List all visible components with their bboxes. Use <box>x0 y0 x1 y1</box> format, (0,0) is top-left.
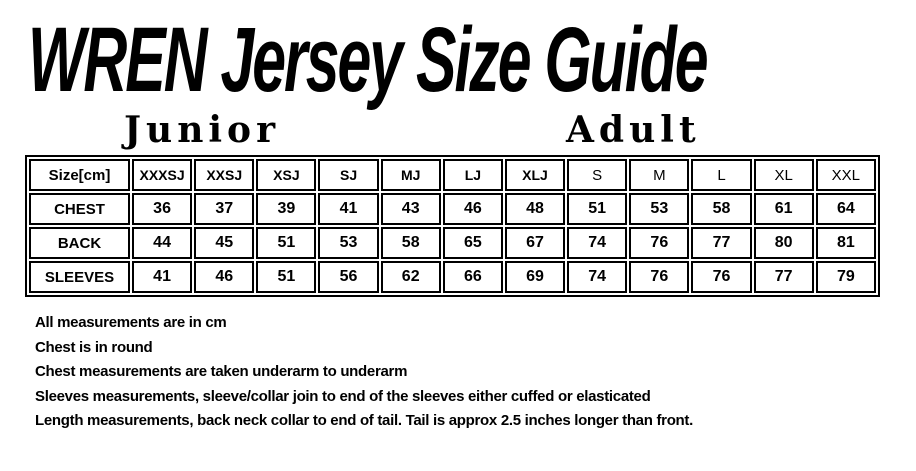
measurement-value: 53 <box>318 227 378 259</box>
measurement-value: 77 <box>754 261 814 293</box>
measurement-row <box>29 261 876 293</box>
notes <box>35 311 693 434</box>
measurement-value: 66 <box>443 261 503 293</box>
note-line: Chest is in round <box>35 338 153 356</box>
measurement-value: 69 <box>505 261 565 293</box>
size-unit-header: Size[cm] <box>29 159 130 191</box>
measurement-value: 39 <box>256 193 316 225</box>
measurement-value: 36 <box>132 193 192 225</box>
measurement-value: 48 <box>505 193 565 225</box>
page-title: WREN Jersey Size Guide <box>28 9 707 111</box>
measurement-value: 58 <box>691 193 751 225</box>
junior-size-header: XXSJ <box>194 159 254 191</box>
adult-size-header: M <box>629 159 689 191</box>
junior-size-header: XXXSJ <box>132 159 192 191</box>
measurement-value: 62 <box>381 261 441 293</box>
measurement-row <box>29 193 876 225</box>
note-line: Length measurements, back neck collar to end of tail. Tail is approx 2.5 inches longer than front. <box>35 412 693 429</box>
measurement-value: 76 <box>691 261 751 293</box>
junior-group-label: Junior <box>124 109 281 151</box>
measurement-value: 44 <box>132 227 192 259</box>
measurement-value: 43 <box>381 193 441 225</box>
note-line: All measurements are in cm <box>35 314 227 331</box>
size-header-row <box>29 159 876 191</box>
measurement-row-label: SLEEVES <box>29 261 130 293</box>
measurement-value: 51 <box>567 193 627 225</box>
measurement-value: 64 <box>816 193 876 225</box>
measurement-value: 74 <box>567 261 627 293</box>
measurement-row-label: BACK <box>29 227 130 259</box>
junior-size-header: XSJ <box>256 159 316 191</box>
measurement-value: 45 <box>194 227 254 259</box>
note-line: Chest measurements are taken underarm to underarm <box>35 363 408 380</box>
measurement-value: 76 <box>629 261 689 293</box>
measurement-value: 51 <box>256 261 316 293</box>
adult-group-label: Adult <box>566 109 701 151</box>
measurement-value: 81 <box>816 227 876 259</box>
measurement-value: 74 <box>567 227 627 259</box>
junior-size-header: SJ <box>318 159 378 191</box>
measurement-value: 51 <box>256 227 316 259</box>
size-table <box>25 155 880 297</box>
measurement-value: 46 <box>194 261 254 293</box>
measurement-value: 80 <box>754 227 814 259</box>
note-line: Sleeves measurements, sleeve/collar join to end of the sleeves either cuffed or elasticated <box>35 387 651 405</box>
measurement-row <box>29 227 876 259</box>
measurement-value: 67 <box>505 227 565 259</box>
measurement-value: 56 <box>318 261 378 293</box>
measurement-value: 53 <box>629 193 689 225</box>
measurement-row-label: CHEST <box>29 193 130 225</box>
adult-size-header: L <box>691 159 751 191</box>
measurement-value: 41 <box>318 193 378 225</box>
measurement-value: 46 <box>443 193 503 225</box>
junior-size-header: MJ <box>381 159 441 191</box>
measurement-value: 37 <box>194 193 254 225</box>
adult-size-header: XXL <box>816 159 876 191</box>
measurement-value: 77 <box>691 227 751 259</box>
adult-size-header: S <box>567 159 627 191</box>
measurement-value: 58 <box>381 227 441 259</box>
junior-size-header: LJ <box>443 159 503 191</box>
measurement-value: 79 <box>816 261 876 293</box>
junior-size-header: XLJ <box>505 159 565 191</box>
measurement-value: 65 <box>443 227 503 259</box>
measurement-value: 76 <box>629 227 689 259</box>
adult-size-header: XL <box>754 159 814 191</box>
measurement-value: 61 <box>754 193 814 225</box>
measurement-value: 41 <box>132 261 192 293</box>
